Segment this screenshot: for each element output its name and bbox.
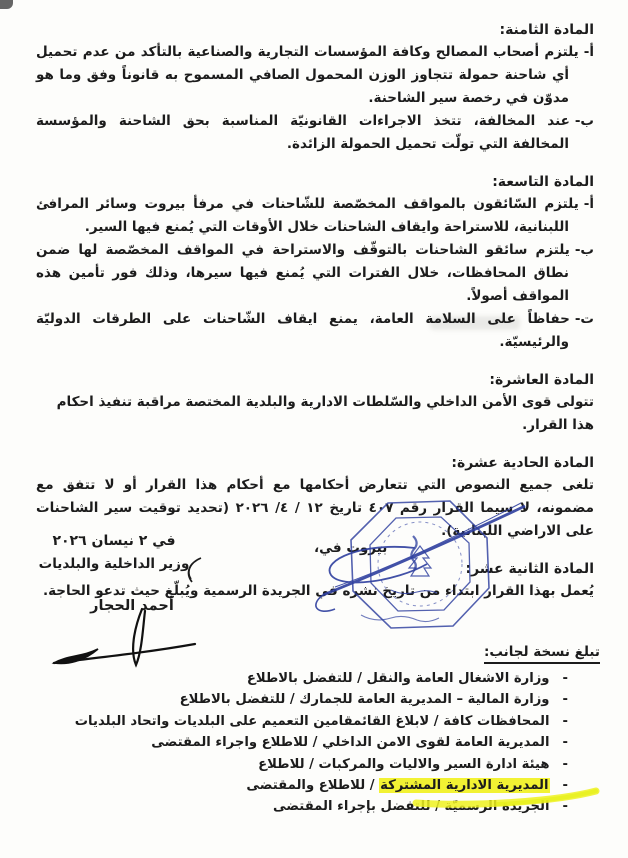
item-text: حفاظاً على السلامة العامة، يمنع ايقاف الشّاحنات على الطرقات الدوليّة والرئيسيّة. [36, 311, 570, 350]
item-text: يلتزم السّائقون بالمواقف المخصّصة للشّاحنات في مرفأ بيروت وسائر المرافئ اللبنانية، للاستراحة وايقاف الشاحنات خلال الأوقات التي يُمنع فيها السير. [36, 196, 579, 235]
article-item [36, 239, 594, 308]
article-body: تلغى جميع النصوص التي تتعارض أحكامها مع أحكام هذا القرار أو لا تتفق مع مضمونه، لا سيما القرار رقم ٤٠٧ تاريخ ١٢ / ٤/ ٢٠٢٦ (تحديد توقيت سير الشاحنات على الاراضي اللبنانية). [36, 477, 594, 539]
list-item-text: المديرية العامة لقوى الامن الداخلي / للاطلاع واجراء المقتضى [151, 735, 550, 751]
beirut-date-label: بيروت في، [314, 540, 388, 556]
dash-bullet: - [562, 692, 568, 708]
list-item [60, 732, 600, 753]
article-item [36, 193, 594, 239]
blue-signature-tail [316, 595, 335, 611]
list-item [60, 668, 600, 689]
list-item [60, 689, 600, 710]
article-item [36, 110, 594, 156]
article-eight [36, 20, 594, 156]
minister-name: أحمد الحجار [90, 598, 174, 614]
dash-bullet: - [562, 671, 568, 686]
list-item-text-rest: / للاطلاع والمقتضى [246, 778, 380, 794]
stamp-inner-script [391, 590, 437, 594]
article-ten [36, 370, 594, 437]
distribution-heading: تبلغ نسخة لجانب: [484, 643, 600, 664]
highlight-mark: المديرية الادارية المشتركة [380, 778, 549, 794]
article-title: المادة التاسعة: [492, 174, 594, 190]
list-item-text: وزارة المالية – المديرية العامة للجمارك / للتفضل بالاطلاع [179, 692, 550, 708]
item-text: يلتزم أصحاب المصالح وكافة المؤسسات التجارية والصناعية بالتأكد من عدم تحميل أي شاحنة حمولة تتجاوز الوزن المحمول الصافي المسموح به قانوناً وفق وما هو مدوّن في رخصة سير الشاحنة. [36, 44, 579, 106]
list-item-text: الجريدة الرسميّة / للتفضل بإجراء المقتضى [272, 799, 550, 815]
dash-bullet: - [562, 713, 568, 729]
minister-title: وزير الداخلية والبلديات [38, 556, 190, 572]
item-marker: أ- [583, 196, 594, 212]
stamp-inner-octagon [370, 517, 470, 611]
article-body: تتولى قوى الأمن الداخلي والسّلطات الادارية والبلدية المختصة مراقبة تنفيذ احكام هذا القرار. [56, 394, 594, 433]
list-item [60, 754, 600, 775]
item-marker: ت- [574, 311, 594, 327]
article-title: المادة العاشرة: [489, 372, 594, 388]
article-title: المادة الثانية عشر: [465, 561, 594, 577]
blue-script-line [361, 615, 439, 622]
signing-date-block [26, 530, 202, 576]
signing-date: في ٢ نيسان ٢٠٢٦ [52, 533, 176, 549]
list-item-text: وزارة الاشغال العامة والنقل / للتفضل بالاطلاع [246, 671, 550, 686]
dash-bullet: - [562, 756, 568, 772]
item-marker: أ- [583, 44, 594, 60]
item-text: يلتزم سائقو الشاحنات بالتوقّف والاستراحة في المواقف المخصّصة لها ضمن نطاق المحافظات، خلال الفترات التي يُمنع فيها سيرها، وذلك فور تأمين هذه المواقف أصولاً. [36, 242, 570, 304]
dash-bullet: - [562, 799, 568, 815]
list-item [60, 711, 600, 732]
highlighter-swoosh [408, 787, 600, 811]
article-nine [36, 172, 594, 354]
article-item [36, 308, 594, 354]
stamp-outer-octagon [351, 501, 489, 628]
item-marker: ب- [574, 242, 594, 258]
item-marker: ب- [574, 113, 594, 129]
item-text: عند المخالفة، تتخذ الاجراءات القانونيّة المناسبة بحق الشاحنة والمؤسسة المخالفة التي تولّت تحميل الحمولة الزائدة. [36, 113, 570, 152]
article-title: المادة الثامنة: [499, 22, 594, 38]
list-item-text: هيئة ادارة السير والاليات والمركبات / للاطلاع [258, 756, 550, 772]
scan-smudge [0, 0, 13, 9]
dash-bullet: - [562, 778, 568, 794]
article-title: المادة الحادية عشرة: [451, 455, 594, 471]
ministry-stamp [303, 492, 531, 644]
article-body: يُعمل بهذا القرار ابتداء من تاريخ نشره في الجريدة الرسمية ويُبلّغ حيث تدعو الحاجة. [42, 583, 594, 599]
article-item [36, 41, 594, 110]
handwritten-initials [179, 555, 205, 585]
list-item-text: المحافظات كافة / لابلاغ القائمقامين التعميم على البلديات واتحاد البلديات [74, 713, 550, 729]
dash-bullet: - [562, 735, 568, 751]
stamp-text-ring [378, 522, 462, 606]
